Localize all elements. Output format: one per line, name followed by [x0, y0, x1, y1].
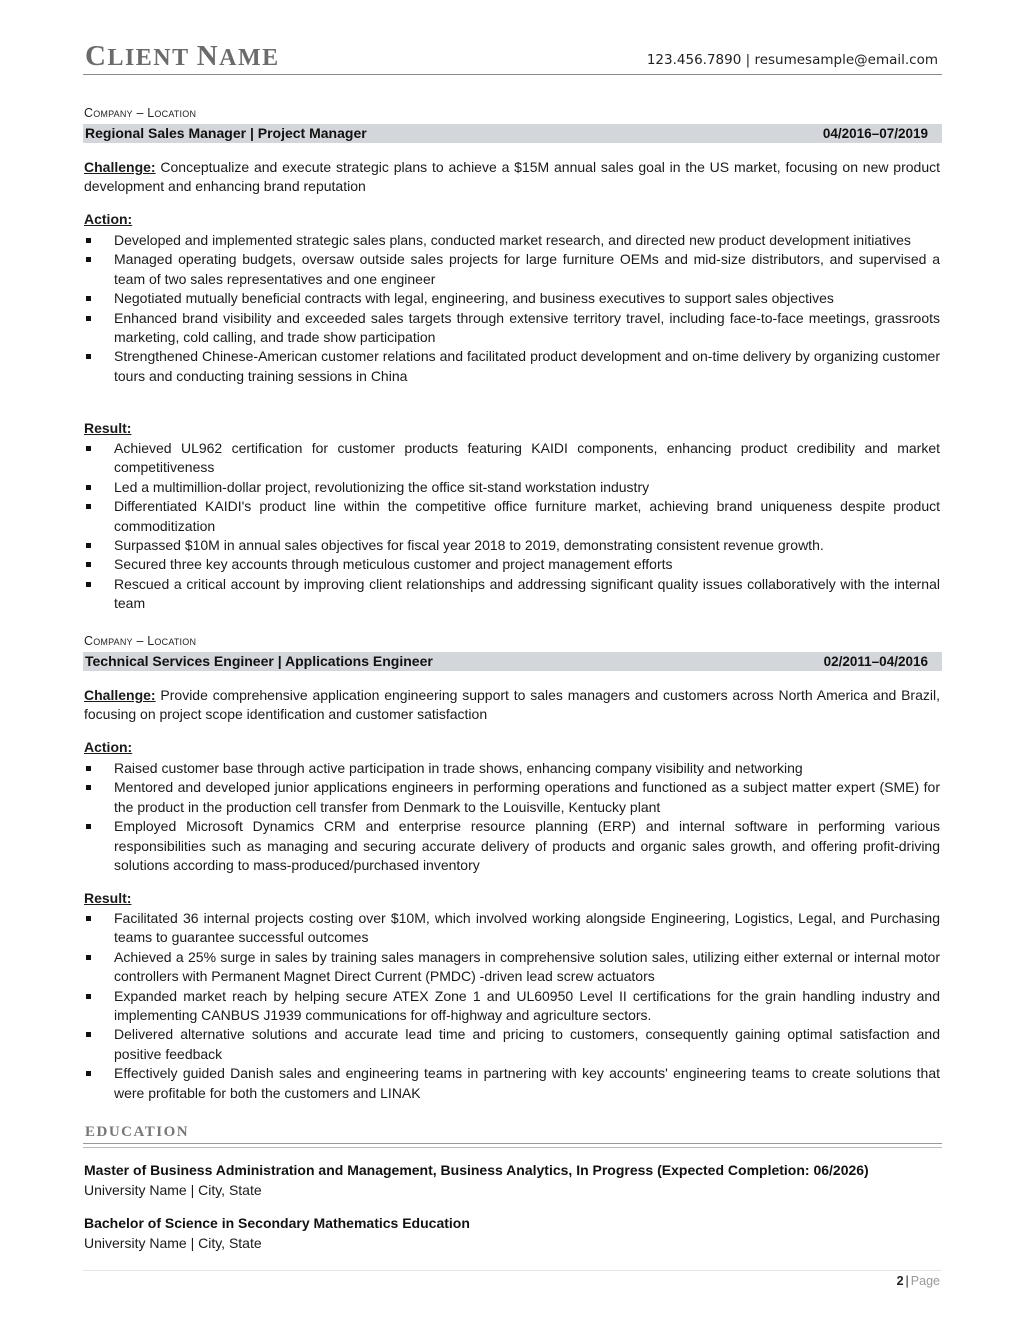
bullet-text: Expanded market reach by helping secure ATEX Zone 1 and UL60950 Level II certifications for the grain handling industry and implementing CANBUS J1939 communications for off-highway and agriculture sectors. — [114, 987, 940, 1024]
job-2-action-label: Action: — [84, 739, 133, 755]
job-1-title: Regional Sales Manager | Project Manager — [85, 125, 367, 141]
list-item — [83, 497, 940, 536]
bullet-text: Secured three key accounts through meticulous customer and project management efforts — [114, 556, 673, 573]
bullet-text: Managed operating budgets, oversaw outside sales projects for large furniture OEMs and mid-size distributors, and supervised a team of two sales representatives and one engineer — [114, 251, 940, 287]
job-1-dates: 04/2016–07/2019 — [822, 126, 928, 141]
education-heading: EDUCATION — [85, 1124, 190, 1140]
list-item — [83, 759, 940, 778]
bullet-text: Led a multimillion-dollar project, revolutionizing the office sit-stand workstation industry — [114, 478, 650, 495]
bullet-square-icon — [86, 316, 91, 321]
bullet-square-icon — [86, 1032, 91, 1037]
name-initial-last: N — [196, 40, 220, 72]
bullet-square-icon — [86, 582, 91, 587]
bullet-square-icon — [86, 562, 91, 567]
list-item — [83, 948, 940, 987]
list-item — [83, 1025, 940, 1064]
bullet-square-icon — [86, 1071, 91, 1076]
job-2-challenge — [84, 686, 940, 725]
page-number: 2 — [896, 1274, 904, 1288]
job-2-dates: 02/2011–04/2016 — [823, 654, 928, 669]
job-1-action-label: Action: — [84, 211, 133, 227]
job-1-result-label: Result: — [84, 420, 132, 436]
job-2-results — [83, 909, 940, 1103]
bullet-text: Rescued a critical account by improving client relationships and addressing significant quality issues collaboratively with the internal team — [114, 575, 940, 612]
challenge-text: Conceptualize and execute strategic plans to achieve a $15M annual sales goal in the US market, focusing on new product development and enhancing brand reputation — [84, 159, 940, 195]
bullet-square-icon — [86, 824, 91, 829]
bullet-square-icon — [86, 504, 91, 509]
education-divider — [83, 1143, 942, 1148]
bullet-square-icon — [86, 354, 91, 359]
challenge-label: Challenge: — [84, 159, 156, 175]
list-item — [83, 575, 940, 614]
list-item — [83, 309, 940, 348]
job-1-titlebar — [83, 124, 942, 143]
list-item — [83, 909, 940, 948]
client-name — [85, 40, 280, 73]
list-item — [83, 817, 940, 875]
list-item — [83, 250, 940, 289]
page-label: Page — [910, 1274, 940, 1288]
list-item — [83, 987, 940, 1026]
page-footer — [897, 1274, 940, 1288]
bullet-text: Achieved a 25% surge in sales by training sales managers in comprehensive solution sales, utilizing either external or internal motor controllers with Permanent Magnet Direct Current (PMDC) -driven lead screw actuators — [114, 948, 940, 985]
bullet-text: Enhanced brand visibility and exceeded sales targets through extensive territory travel, including face-to-face meetings, grassroots marketing, cold calling, and trade show participation — [114, 309, 940, 346]
bullet-square-icon — [86, 994, 91, 999]
bullet-square-icon — [86, 257, 91, 262]
bullet-square-icon — [86, 955, 91, 960]
list-item — [83, 778, 940, 817]
bullet-text: Facilitated 36 internal projects costing over $10M, which involved working alongside Engineering, Logistics, Legal, and Purchasing teams to guarantee successful outcomes — [114, 910, 940, 946]
bullet-square-icon — [86, 785, 91, 790]
bullet-text: Delivered alternative solutions and accurate lead time and pricing to customers, consequently gaining optimal satisfaction and positive feedback — [114, 1026, 940, 1062]
job-1-actions — [83, 231, 940, 386]
education-school-1: University Name | City, State — [84, 1182, 262, 1198]
education-school-2: University Name | City, State — [84, 1235, 262, 1251]
challenge-label: Challenge: — [84, 687, 156, 703]
challenge-text: Provide comprehensive application engineering support to sales managers and customers across North America and Brazil, focusing on project scope identification and customer satisfaction — [84, 687, 940, 723]
bullet-text: Effectively guided Danish sales and engineering teams in partnering with key accounts' engineering teams to create solutions that were profitable for both the customers and LINAK — [114, 1065, 940, 1101]
job-2-company: Company – Location — [84, 634, 197, 648]
job-1-challenge — [84, 158, 940, 197]
bullet-text: Negotiated mutually beneficial contracts with legal, engineering, and business executives to support sales objectives — [114, 290, 834, 307]
list-item — [83, 1064, 940, 1103]
bullet-square-icon — [86, 446, 91, 451]
list-item — [83, 347, 940, 386]
bullet-text: Raised customer base through active participation in trade shows, enhancing company visibility and networking — [114, 760, 803, 776]
list-item — [83, 478, 940, 497]
name-initial-first: C — [85, 40, 108, 72]
bullet-square-icon — [86, 238, 91, 243]
job-1-results — [83, 439, 940, 614]
job-2-title: Technical Services Engineer | Applications Engineer — [85, 653, 433, 669]
bullet-square-icon — [86, 485, 91, 490]
job-2-titlebar — [83, 652, 942, 671]
resume-header — [83, 38, 942, 75]
bullet-text: Achieved UL962 certification for customer products featuring KAIDI components, enhancing product credibility and market competitiveness — [114, 440, 940, 476]
bullet-text: Strengthened Chinese-American customer relations and facilitated product development and on-time delivery by organizing customer tours and conducting training sessions in China — [114, 348, 940, 384]
footer-divider — [83, 1270, 942, 1271]
job-1-company: Company – Location — [84, 106, 197, 120]
bullet-text: Mentored and developed junior applications engineers in performing operations and functioned as a subject matter expert (SME) for the product in the production cell transfer from Denmark to the Louisville, Kentucky plant — [114, 779, 940, 815]
list-item — [83, 536, 940, 555]
job-2-actions — [83, 759, 940, 875]
bullet-square-icon — [86, 543, 91, 548]
bullet-text: Employed Microsoft Dynamics CRM and enterprise resource planning (ERP) and internal software in performing various responsibilities such as managing and securing accurate delivery of products and organic sales growth, and offering profit-driving solutions according to mass-produced/purchased inventory — [114, 818, 940, 874]
page-separator: | — [905, 1274, 909, 1288]
list-item — [83, 439, 940, 478]
bullet-square-icon — [86, 296, 91, 301]
bullet-square-icon — [86, 916, 91, 921]
education-degree-1: Master of Business Administration and Management, Business Analytics, In Progress (Expected Completion: 06/2026) — [84, 1162, 869, 1178]
bullet-square-icon — [86, 766, 91, 771]
list-item — [83, 555, 940, 574]
list-item — [83, 289, 940, 308]
list-item — [83, 231, 940, 250]
name-rest-last: AME — [219, 45, 280, 71]
bullet-text: Surpassed $10M in annual sales objectives for fiscal year 2018 to 2019, demonstrating consistent revenue growth. — [114, 537, 824, 554]
education-degree-2: Bachelor of Science in Secondary Mathematics Education — [84, 1215, 470, 1231]
bullet-text: Developed and implemented strategic sales plans, conducted market research, and directed new product development initiatives — [114, 232, 911, 248]
contact-info: 123.456.7890 | resumesample@email.com — [646, 52, 938, 68]
bullet-text: Differentiated KAIDI's product line within the competitive office furniture market, achieving brand uniqueness despite product commoditization — [114, 498, 940, 534]
name-rest-first: LIENT — [107, 45, 190, 71]
job-2-result-label: Result: — [84, 890, 132, 906]
